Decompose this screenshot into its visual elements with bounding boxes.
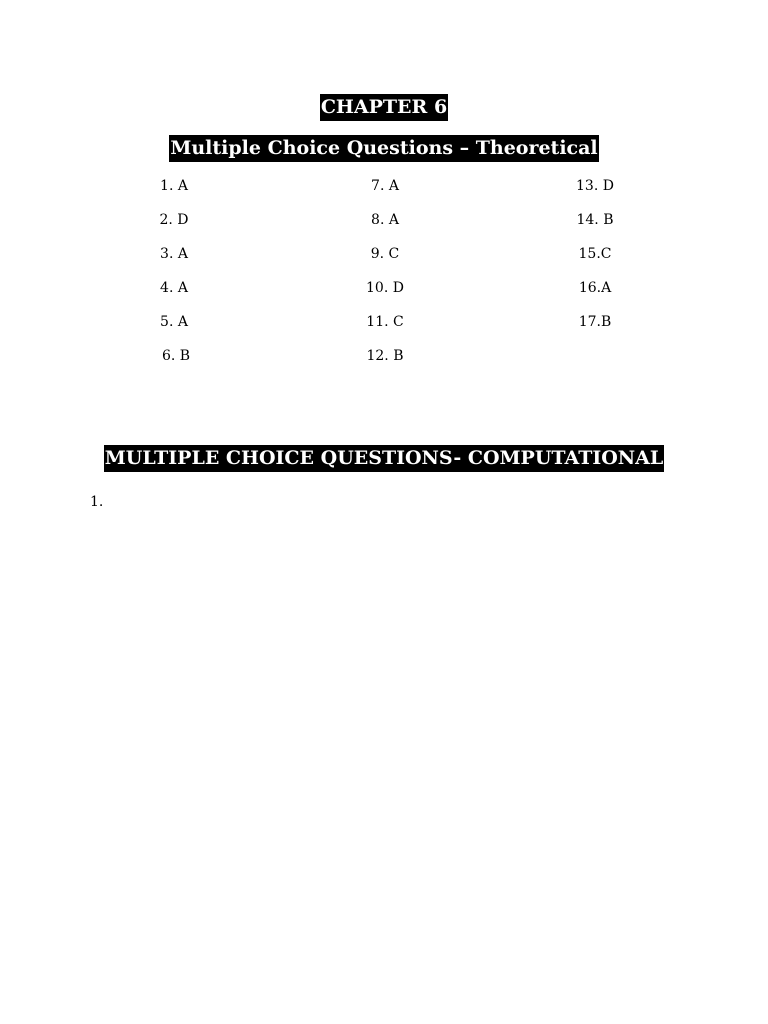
answer-item: 4. A [160,280,188,296]
answer-item: 17.B [578,314,612,330]
answer-item: 9. C [370,246,400,262]
answer-item: 5. A [160,314,188,330]
answer-item: 15.C [578,246,612,262]
answer-item: 13. D [576,178,614,194]
answer-item: 6. B [161,348,191,364]
answer-item: 2. D [159,212,189,228]
answer-item: 3. A [160,246,188,262]
answer-item: 10. D [366,280,404,296]
answer-item: 12. B [366,348,404,364]
answer-item: 8. A [371,212,399,228]
answer-item: 1. A [160,178,188,194]
computational-section-heading [0,445,768,472]
computational-title: MULTIPLE CHOICE QUESTIONS- COMPUTATIONAL [104,445,665,472]
computational-list-item-number: 1. [90,494,104,510]
chapter-title: CHAPTER 6 [320,94,448,121]
answer-item: 16.A [578,280,612,296]
chapter-heading [0,94,768,121]
theoretical-title: Multiple Choice Questions – Theoretical [169,135,598,162]
answer-item: 11. C [366,314,404,330]
answer-item: 7. A [371,178,399,194]
answer-item: 14. B [576,212,614,228]
theoretical-section-heading [0,135,768,162]
